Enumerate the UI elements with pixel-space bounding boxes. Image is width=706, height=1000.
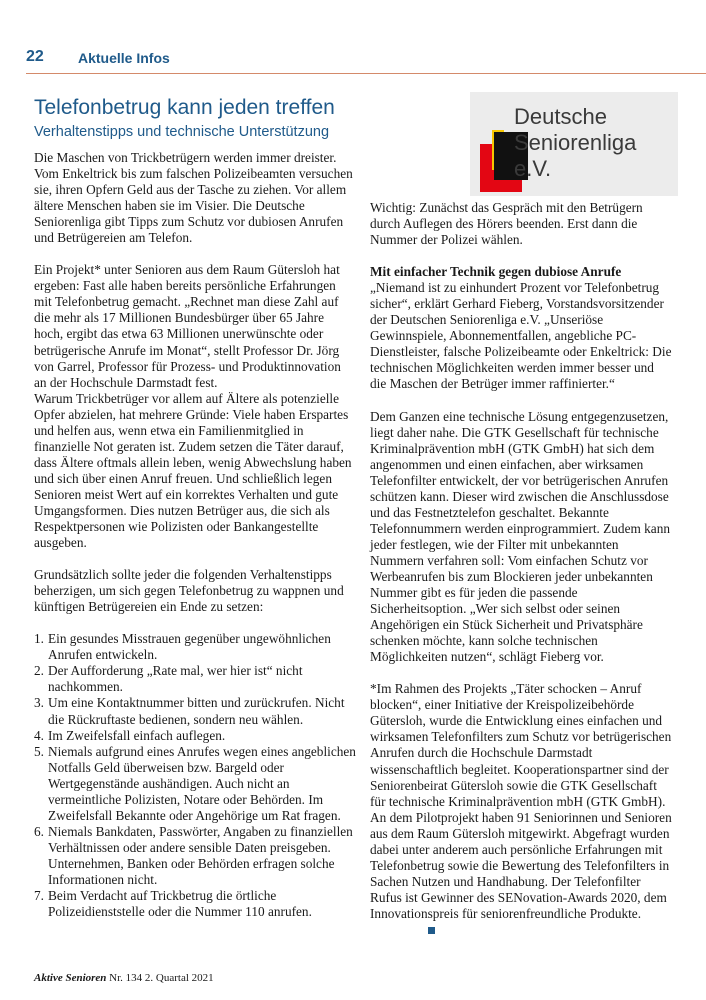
- logo-text-line1: Deutsche: [514, 104, 607, 129]
- list-item-number: 6.: [34, 823, 44, 839]
- list-item: [34, 631, 356, 663]
- section-title: Aktuelle Infos: [78, 50, 170, 66]
- list-item-text: Niemals Bankdaten, Passwörter, Angaben zu finanziellen Verhältnissen oder andere sensible Daten preisgeben. Unternehmen, Banken oder Behörden erfragen solche Informationen nicht.: [48, 823, 353, 887]
- list-item-text: Um eine Kontaktnummer bitten und zurückrufen. Nicht die Rückruftaste bedienen, sondern neu wählen.: [48, 695, 345, 727]
- footer-issue: Nr. 134 2. Quartal 2021: [109, 972, 214, 984]
- list-item-number: 4.: [34, 727, 44, 743]
- article-subtitle: Verhaltenstipps und technische Unterstützung: [34, 124, 330, 140]
- list-item-number: 7.: [34, 888, 44, 904]
- list-item: [34, 744, 356, 824]
- subheading: Mit einfacher Technik gegen dubiose Anrufe: [370, 264, 622, 280]
- header-rule: [26, 73, 706, 74]
- list-item-number: 1.: [34, 631, 44, 647]
- list-item-number: 5.: [34, 743, 44, 759]
- intro-paragraph: Die Maschen von Trickbetrügern werden immer dreister. Vom Enkeltrick bis zum falschen Polizeibeamten versuchen sie, ihren Opfern Geld aus der Tasche zu ziehen. Vor allem ältere Menschen haben sie im Visier. Die Deutsche Seniorenliga gibt Tipps zum Schutz vor dubiosen Anrufen und Betrügereien am Telefon.: [34, 150, 353, 246]
- project-paragraph: Ein Projekt* unter Senioren aus dem Raum Gütersloh hat ergeben: Fast alle haben bereits persönliche Erfahrungen mit Telefonbetrug gemacht. „Rechnet man diese Zahl auf die mehr als 17 Millionen Bundesbürger über 65 Jahre hoch, ergibt das etwa 63 Millionen unerwünschte oder betrügerische Anrufe im Monat“, stellt Professor Dr. Jörg von Garrel, Professor für Prozess- und Produktinnovation an der Hochschule Darmstadt fest.: [34, 262, 341, 390]
- list-item: [34, 888, 356, 920]
- footer-magazine: Aktive Senioren: [34, 972, 107, 984]
- logo: [470, 92, 678, 196]
- reasons-paragraph: Warum Trickbetrüger vor allem auf Ältere als potenzielle Opfer abzielen, hat mehrere Gründe: Viele haben Erspartes und helfen aus, wenn etwa ein Familienmitglied in finanzielle Not geraten ist. Zudem setzen die Täter darauf, dass Ältere oftmals allein leben, wenig Abwechslung haben und sich über einen Anruf freuen. Und schließlich legen Senioren meist Wert auf ein korrektes Verhalten und gute Umgangsformen. Dies nutzen Betrüger aus, die sich als Respektpersonen wie Polizisten oder Bankangestellte ausgeben.: [34, 390, 352, 551]
- important-paragraph: Wichtig: Zunächst das Gespräch mit den Betrügern durch Auflegen des Hörers beenden. Erst dann die Nummer der Polizei wählen.: [370, 200, 643, 248]
- list-item: [34, 824, 356, 888]
- list-item-number: 3.: [34, 695, 44, 711]
- tips-list: [34, 631, 356, 920]
- footnote-paragraph: [370, 681, 672, 938]
- tech-paragraph: Dem Ganzen eine technische Lösung entgegenzusetzen, liegt daher nahe. Die GTK Gesellschaft für technische Kriminalprävention mbH (GTK GmbH) hat sich dem angenommen und einen einfachen, aber wirksamen Telefonfilter entwickelt, der vor betrügerischen Anrufen schützen kann. Dieser wird zwischen die Anschlussdose und das Festnetztelefon geschaltet. Bekannte Telefonnummern werden einprogrammiert. Zudem kann jeder festlegen, wie der Filter mit unbekannten Nummern verfahren soll: Vom einfachen Schutz vor Werbeanrufen bis zum Blockieren jeder unbekannten Nummer gibt es für jeden die passende Sicherheitsoption. „Wer sich selbst oder seinen Angehörigen ein Stück Sicherheit und Privatsphäre schenken möchte, kann solche technischen Möglichkeiten nutzen“, schlägt Fieberg vor.: [370, 408, 670, 665]
- list-item-text: Beim Verdacht auf Trickbetrug die örtliche Polizeidienststelle oder die Nummer 110 anrufen.: [48, 888, 312, 920]
- list-item-number: 2.: [34, 663, 44, 679]
- list-item: [34, 663, 356, 695]
- end-mark: [428, 927, 435, 934]
- footnote-text: *Im Rahmen des Projekts „Täter schocken – Anruf blocken“, einer Initiative der Kreispolizeibehörde Gütersloh, wurde die Entwicklung eines einfachen und wirksamen Telefonfilters zum Schutz vor betrügerischen Anrufen durch die Hochschule Darmstadt wissenschaftlich begleitet. Kooperationspartner sind der Seniorenbeirat Gütersloh sowie die GTK Gesellschaft für technische Kriminalprävention mbH (GTK GmbH). An dem Pilotprojekt haben 91 Seniorinnen und Senioren aus dem Raum Gütersloh mitgewirkt. Abgefragt wurden dabei unter anderem auch persönliche Erfahrungen mit Telefonbetrug sowie die Bewertung des Telefonfilters in Sachen Nutzen und Handhabung. Der Telefonfilter Rufus ist Gewinner des SENovation-Awards 2020, dem Innovationspreis für seniorenfreundliche Produkte.: [370, 681, 672, 921]
- list-item: [34, 728, 356, 744]
- page-number: 22: [26, 48, 44, 65]
- list-item-text: Ein gesundes Misstrauen gegenüber ungewöhnlichen Anrufen entwickeln.: [48, 631, 331, 663]
- list-item-text: Niemals aufgrund eines Anrufes wegen eines angeblichen Notfalls Geld überweisen bzw. Bargeld oder Wertgegenstände aushändigen. Auch nicht an vermeintliche Polizisten, Notare oder Behörden. Im Zweifelsfall Bekannte oder Angehörige um Rat fragen.: [48, 743, 356, 823]
- tips-intro-paragraph: Grundsätzlich sollte jeder die folgenden Verhaltenstipps beherzigen, um sich gegen Telefonbetrug zu wappnen und künftigen Betrügereien ein Ende zu setzen:: [34, 567, 344, 615]
- column-left: [34, 150, 356, 920]
- column-right: [370, 200, 672, 938]
- article-title: Telefonbetrug kann jeden treffen: [34, 96, 335, 119]
- quote-paragraph: „Niemand ist zu einhundert Prozent vor Telefonbetrug sicher“, erklärt Gerhard Fieberg, Vorstandsvorsitzender der Deutschen Seniorenliga e.V. „Unseriöse Gewinnspiele, Abonnementfallen, angebliche PC-Dienstleister, falsche Polizeibeamte oder Enkeltrick: Die technischen Möglichkeiten werden immer besser und die Maschen der Betrüger immer raffinierter.“: [370, 280, 672, 392]
- footer: [34, 972, 214, 984]
- logo-text-line2: Seniorenliga e.V.: [514, 130, 637, 181]
- list-item-text: Im Zweifelsfall einfach auflegen.: [48, 727, 226, 743]
- list-item: [34, 695, 356, 727]
- list-item-text: Der Aufforderung „Rate mal, wer hier ist“ nicht nachkommen.: [48, 663, 303, 695]
